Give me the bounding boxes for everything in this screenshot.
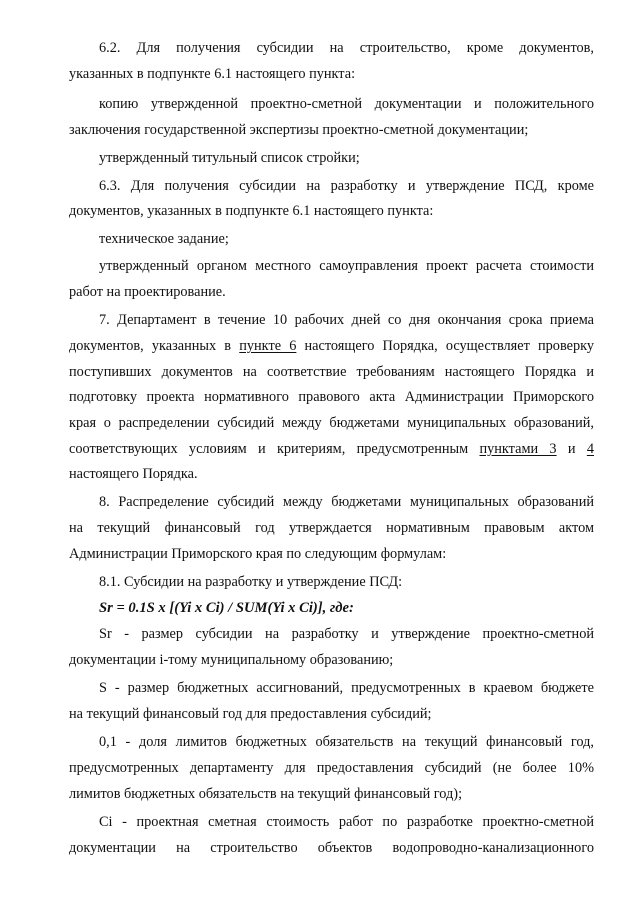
list-item-cost-estimate-line-1: утвержденный органом местного самоуправления проект расчета стоимости (99, 258, 594, 274)
paragraph-8-line-2: на текущий финансовый год утверждается нормативным правовым актом (69, 520, 594, 536)
paragraph-8-line-3: Администрации Приморского края по следующим формулам: (69, 546, 447, 562)
list-item-cost-estimate-line-2: работ на проектирование. (69, 284, 226, 300)
definition-0-1-line-2: предусмотренных департаменту для предоставления субсидий (не более 10% (69, 760, 594, 776)
definition-sr-line-2: документации i-тому муниципальному образованию; (69, 652, 394, 668)
paragraph-7-line-7: настоящего Порядка. (69, 466, 198, 482)
paragraph-7-text: настоящего Порядка, осуществляет проверку (296, 338, 594, 354)
paragraph-7-text: документов, указанных в (69, 338, 240, 354)
paragraph-6-2-line-1: 6.2. Для получения субсидии на строительство, кроме документов, (99, 40, 594, 56)
formula-sr: Sr = 0.1S x [(Yi x Ci) / SUM(Yi x Ci)], где: (99, 600, 354, 616)
link-punkt-6[interactable]: пункте 6 (239, 338, 297, 354)
paragraph-6-2-line-2: указанных в подпункте 6.1 настоящего пункта: (69, 66, 356, 82)
paragraph-7-line-2 (69, 335, 594, 357)
list-item-psd-copy-line-2: заключения государственной экспертизы проектно-сметной документации; (69, 122, 529, 138)
definition-ci-line-2: документации на строительство объектов водопроводно-канализационного (69, 840, 594, 856)
paragraph-7-text: и (556, 441, 587, 457)
paragraph-7-line-6 (69, 438, 594, 460)
paragraph-6-3-line-1: 6.3. Для получения субсидии на разработку и утверждение ПСД, кроме (99, 178, 594, 194)
paragraph-8-line-1: 8. Распределение субсидий между бюджетами муниципальных образований (99, 494, 594, 510)
paragraph-7-line-3: поступивших документов на соответствие требованиям настоящего Порядка и (69, 364, 594, 380)
paragraph-7-line-5: края о распределении субсидий между бюджетами муниципальных образований, (69, 415, 594, 431)
paragraph-6-3-line-2: документов, указанных в подпункте 6.1 настоящего пункта: (69, 203, 434, 219)
definition-sr-line-1: Sr - размер субсидии на разработку и утверждение проектно-сметной (99, 626, 594, 642)
paragraph-7-text: соответствующих условиям и критериям, предусмотренным (69, 441, 480, 457)
list-item-technical-task: техническое задание; (99, 231, 229, 247)
definition-0-1-line-3: лимитов бюджетных обязательств на текущий финансовый год); (69, 786, 463, 802)
paragraph-7-line-1: 7. Департамент в течение 10 рабочих дней со дня окончания срока приема (99, 312, 594, 328)
definition-0-1-line-1: 0,1 - доля лимитов бюджетных обязательств на текущий финансовый год, (99, 734, 594, 750)
link-punkty-3[interactable]: пунктами 3 (479, 441, 557, 457)
definition-s-line-1: S - размер бюджетных ассигнований, предусмотренных в краевом бюджете (99, 680, 594, 696)
link-punkt-4[interactable]: 4 (586, 441, 594, 457)
definition-ci-line-1: Ci - проектная сметная стоимость работ по разработке проектно-сметной (99, 814, 594, 830)
paragraph-7-line-4: подготовку проекта нормативного правового акта Администрации Приморского (69, 389, 594, 405)
paragraph-8-1: 8.1. Субсидии на разработку и утверждение ПСД: (99, 574, 403, 590)
definition-s-line-2: на текущий финансовый год для предоставления субсидий; (69, 706, 432, 722)
list-item-title-list: утвержденный титульный список стройки; (99, 150, 360, 166)
list-item-psd-copy-line-1: копию утвержденной проектно-сметной документации и положительного (99, 96, 594, 112)
